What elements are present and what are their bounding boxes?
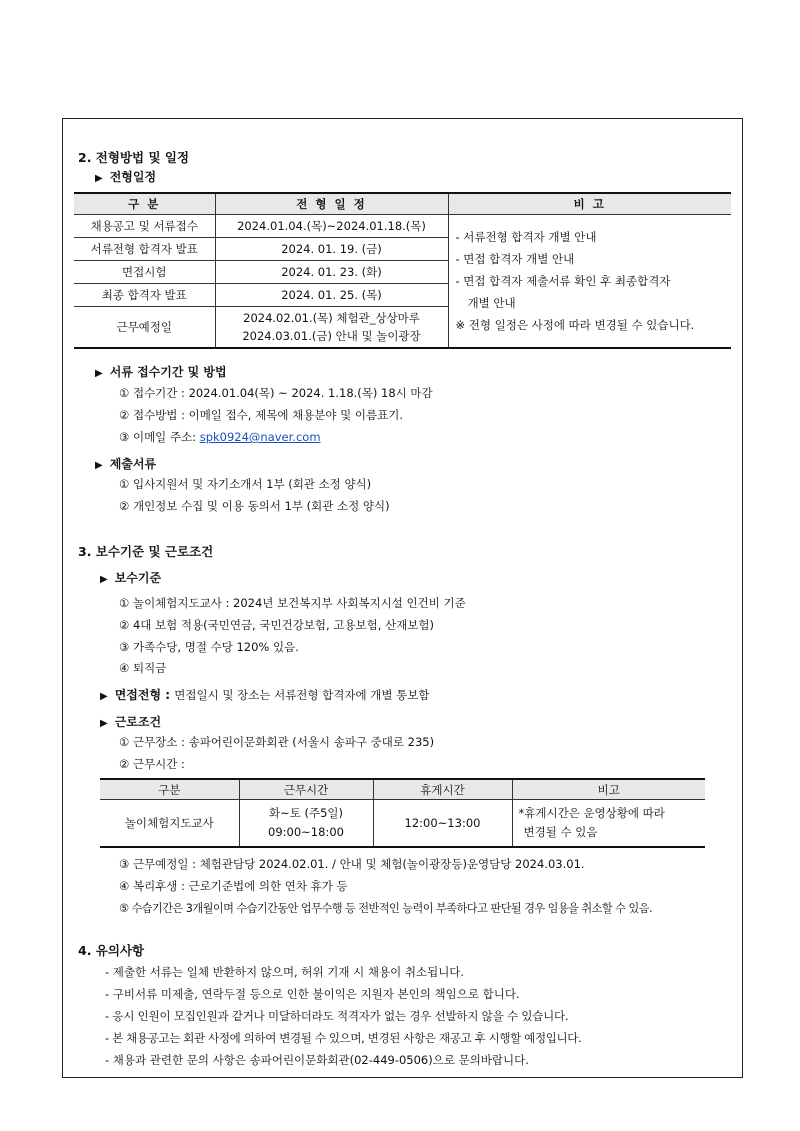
header-hours: 근무시간	[239, 779, 373, 800]
section-4-title: 4. 유의사항	[78, 943, 145, 958]
header-type: 구분	[100, 779, 239, 800]
notice-item: - 구비서류 미제출, 연락두절 등으로 인한 불이익은 지원자 본인의 책임으로 합니다.	[105, 987, 520, 1001]
interview-note: ▶ 면접전형 : 면접일시 및 장소는 서류전형 합격자에 개별 통보함	[100, 688, 430, 702]
conditions-item: ① 근무장소 : 송파어린이문화회관 (서울시 송파구 중대로 235)	[119, 735, 435, 749]
conditions-item: ② 근무시간 :	[119, 757, 185, 771]
header-remarks: 비 고	[448, 193, 731, 215]
conditions-item: ④ 복리후생 : 근로기준법에 의한 연차 휴가 등	[119, 879, 348, 893]
notice-item: - 응시 인원이 모집인원과 같거나 미달하더라도 적격자가 없는 경우 선발하지 않을 수 있습니다.	[105, 1009, 569, 1023]
remark-line: - 면접 합격자 개별 안내	[455, 252, 575, 266]
schedule-heading: ▶ 전형일정	[95, 170, 157, 184]
application-item: ① 접수기간 : 2024.01.04(목) ~ 2024. 1.18.(목) 18시 마감	[119, 386, 433, 400]
triangle-icon: ▶	[95, 368, 103, 379]
table-row	[74, 215, 731, 238]
conditions-heading: ▶ 근로조건	[100, 715, 162, 729]
triangle-icon: ▶	[100, 691, 108, 702]
notice-item: - 제출한 서류는 일체 반환하지 않으며, 허위 기재 시 채용이 취소됩니다.	[105, 965, 465, 979]
row-category: 서류전형 합격자 발표	[74, 238, 215, 261]
triangle-icon: ▶	[100, 574, 108, 585]
remark-line: ※ 전형 일정은 사정에 따라 변경될 수 있습니다.	[455, 318, 695, 332]
row-date: 2024.02.01.(목) 체험관_상상마루 2024.03.01.(금) 안내 및 놀이광장	[215, 307, 448, 349]
header-remark: 비고	[512, 779, 705, 800]
triangle-icon: ▶	[100, 718, 108, 729]
documents-heading: ▶ 제출서류	[95, 457, 157, 471]
row-category: 근무예정일	[74, 307, 215, 349]
remark-line: - 서류전형 합격자 개별 안내	[455, 230, 597, 244]
remark-line: - 면접 합격자 제출서류 확인 후 최종합격자	[455, 274, 671, 288]
table-row	[100, 800, 705, 848]
pay-item: ④ 퇴직금	[119, 661, 167, 675]
triangle-icon: ▶	[95, 460, 103, 471]
row-category: 면접시험	[74, 261, 215, 284]
remarks-cell	[448, 215, 731, 349]
schedule-table	[74, 192, 731, 349]
notice-item: - 채용과 관련한 문의 사항은 송파어린이문화회관(02-449-0506)으로 문의바랍니다.	[105, 1053, 529, 1067]
document-frame	[62, 118, 743, 1078]
header-category: 구 분	[74, 193, 215, 215]
conditions-item: ③ 근무예정일 : 체험관담당 2024.02.01. / 안내 및 체험(놀이광장등)운영담당 2024.03.01.	[119, 857, 585, 871]
header-schedule: 전 형 일 정	[215, 193, 448, 215]
application-item: ② 접수방법 : 이메일 접수, 제목에 채용분야 및 이름표기.	[119, 408, 404, 422]
pay-item: ② 4대 보험 적용(국민연금, 국민건강보험, 고용보험, 산재보험)	[119, 618, 435, 632]
row-date: 2024.01.04.(목)~2024.01.18.(목)	[215, 215, 448, 238]
hours-cell: 화~토 (주5일) 09:00~18:00	[239, 800, 373, 848]
email-link[interactable]: spk0924@naver.com	[199, 430, 321, 444]
break-cell: 12:00~13:00	[373, 800, 512, 848]
header-break: 휴게시간	[373, 779, 512, 800]
application-item: ③ 이메일 주소: spk0924@naver.com	[119, 430, 321, 444]
row-category: 최종 합격자 발표	[74, 284, 215, 307]
row-category: 채용공고 및 서류접수	[74, 215, 215, 238]
documents-item: ② 개인정보 수집 및 이용 동의서 1부 (회관 소정 양식)	[119, 499, 390, 513]
row-date: 2024. 01. 25. (목)	[215, 284, 448, 307]
pay-item: ③ 가족수당, 명절 수당 120% 있음.	[119, 640, 299, 654]
position-cell: 놀이체험지도교사	[100, 800, 239, 848]
row-date: 2024. 01. 23. (화)	[215, 261, 448, 284]
section-2-title: 2. 전형방법 및 일정	[78, 150, 190, 165]
pay-heading: ▶ 보수기준	[100, 571, 162, 585]
triangle-icon: ▶	[95, 173, 103, 184]
conditions-item: ⑤ 수습기간은 3개월이며 수습기간동안 업무수행 등 전반적인 능력이 부족하다고 판단될 경우 임용을 취소할 수 있음.	[119, 902, 652, 915]
work-hours-table	[100, 778, 705, 848]
documents-item: ① 입사지원서 및 자기소개서 1부 (회관 소정 양식)	[119, 477, 372, 491]
remark-line: 개별 안내	[467, 296, 516, 310]
pay-item: ① 놀이체험지도교사 : 2024년 보건복지부 사회복지시설 인건비 기준	[119, 596, 466, 610]
table-header-row	[74, 193, 731, 215]
application-heading: ▶ 서류 접수기간 및 방법	[95, 365, 227, 379]
remark-cell: *휴게시간은 운영상황에 따라 변경될 수 있음	[512, 800, 705, 848]
section-3-title: 3. 보수기준 및 근로조건	[78, 544, 214, 559]
table-header-row	[100, 779, 705, 800]
notice-item: - 본 채용공고는 회관 사정에 의하여 변경될 수 있으며, 변경된 사항은 재공고 후 시행할 예정입니다.	[105, 1031, 582, 1045]
row-date: 2024. 01. 19. (금)	[215, 238, 448, 261]
